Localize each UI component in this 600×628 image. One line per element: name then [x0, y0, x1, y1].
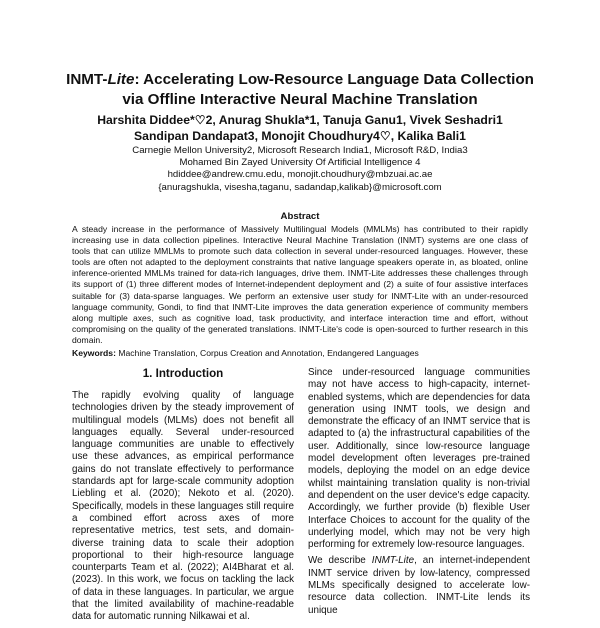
abstract-body: A steady increase in the performance of Massively Multilingual Models (MMLMs) has contributed to their rapidly increasing use in data collection pipelines. Interactive Neural Machine Translation (INMT) systems are one class of tools that can utilize MMLMs to promote such data collection in several under-resourced languages. However, these tools are often not adapted to the deployment constraints that native language speakers operate in, as bloated, online inference-oriented MMLMs trained for data-rich languages, drive them. INMT-Lite addresses these challenges through its support of (1) three different modes of Internet-independent deployment and (2) a suite of four assistive interfaces suitable for (3) data-sparse languages. We perform an extensive user study for INMT-Lite with an under-resourced language community, Gondi, to find that INMT-Lite improves the data generation experience of community members along multiple axes, such as cognitive load, task productivity, and interface interaction time and effort, without compromising on the quality of the generated translations. INMT-Lite's code is open-sourced to further research in this domain. — [72, 224, 528, 345]
left-column — [72, 390, 294, 628]
email-line-2: {anuragshukla, visesha,taganu, sadandap,kalikab}@microsoft.com — [158, 181, 442, 193]
keywords — [72, 348, 528, 359]
right-column — [308, 367, 530, 621]
paper-title — [40, 70, 560, 110]
affiliation-line-1: Carnegie Mellon University2, Microsoft Research India1, Microsoft R&D, India3 — [132, 145, 468, 156]
right-paragraph-2: We describe INMT-Lite, an internet-independent INMT service driven by low-latency, compressed MLMs specifically designed to accelerate low-resource data collection. INMT-Lite lends its unique — [308, 555, 530, 616]
section-heading-introduction: 1. Introduction — [142, 367, 224, 380]
abstract-heading: Abstract — [280, 211, 320, 222]
keywords-label: Keywords: — [72, 348, 116, 358]
title-line-1: INMT-Lite: Accelerating Low-Resource Language Data Collection — [66, 71, 534, 88]
email-line-1: hdiddee@andrew.cmu.edu, monojit.choudhury@mbzuai.ac.ae — [167, 169, 433, 181]
authors-line-1: Harshita Diddee*♡2, Anurag Shukla*1, Tanuja Ganu1, Vivek Seshadri1 — [97, 113, 503, 127]
affiliation-line-2: Mohamed Bin Zayed University Of Artificial Intelligence 4 — [179, 157, 421, 169]
authors-line-2: Sandipan Dandapat3, Monojit Choudhury4♡, Kalika Bali1 — [134, 128, 466, 143]
affiliations — [40, 145, 560, 194]
title-line-2: via Offline Interactive Neural Machine Translation — [122, 91, 478, 108]
keywords-text: Machine Translation, Corpus Creation and Annotation, Endangered Languages — [115, 348, 419, 358]
right-paragraph-1: Since under-resourced language communities may not have access to high-capacity, internet-enabled systems, which are dependencies for data generation using INMT tools, we design and demonstrate the efficacy of an INMT service that is adapted to (a) the infrastructural capabilities of the user. Additionally, since low-resource language model development often leverages pre-trained models, deploying the model on an edge device whilst maintaining translation quality is non-trivial and dependent on the user device's edge capacity. Accordingly, we further provide (b) flexible User Interface Choices to account for the quality of the underlying model, which may not be very high performing for extremely low-resource languages. — [308, 367, 530, 551]
intro-paragraph: The rapidly evolving quality of language technologies driven by the steady improvement of multilingual models (MLMs) does not benefit all languages equally. Several under-resourced language communities are unable to effectively use these advances, as empirical performance gains do not translate effectively to performance standards apt for large-scale community adoption Liebling et al. (2020); Nekoto et al. (2020). Specifically, models in these languages still require a combined effort across axes of more representative metrics, test sets, and domain-diverse training data to scale their adoption proportional to their high-resource language counterparts Team et al. (2022); AI4Bharat et al. (2023). In this work, we focus on tackling the lack of data in these languages. In particular, we argue that the limited availability of machine-readable data for automatic running Nilkawai et al. — [72, 390, 294, 623]
author-list — [40, 113, 560, 144]
